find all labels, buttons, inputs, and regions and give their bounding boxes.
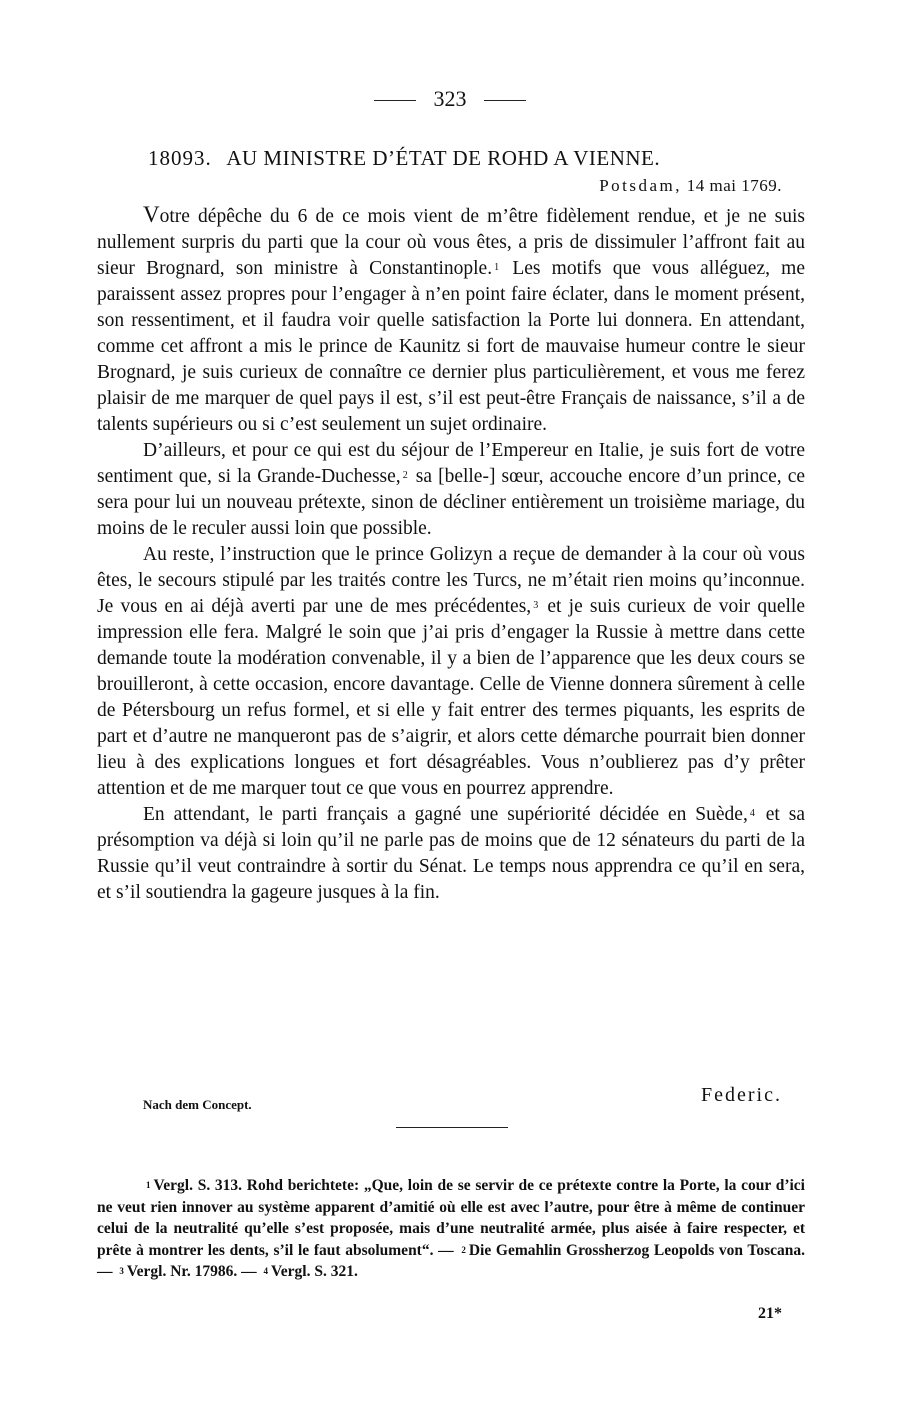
footnote-ref: 4 bbox=[749, 808, 755, 819]
header-rule-left bbox=[374, 100, 416, 101]
page-header bbox=[0, 86, 900, 112]
footnotes bbox=[97, 1175, 805, 1283]
paragraph-text: En attendant, le parti français a gagné une supériorité décidée en Suède, bbox=[143, 804, 748, 825]
paragraph-text: Au reste, l’instruction que le prince Golizyn a reçue de demander à la cour où vous êtes, le secours stipulé par les traités contre les Turcs, ne m’était rien moins qu’inconnue. Je vous en ai déjà averti par une de mes précédentes, bbox=[97, 544, 805, 617]
footnote-marker: 2 bbox=[461, 1244, 466, 1255]
footnote-text: Die Gemahlin Grossherzog Leopolds von Toscana. — bbox=[97, 1241, 805, 1280]
signature: Federic. bbox=[701, 1084, 782, 1106]
letter-date: 14 mai 1769. bbox=[686, 176, 782, 195]
footnote-ref: 2 bbox=[402, 470, 408, 481]
paragraph-text: et sa présomption va déjà si loin qu’il ne parle pas de moins que de 12 sénateurs du parti de la Russie qu’il veut contraindre à sortir du Sénat. Le temps nous apprendra ce qu’il en sera, et s’il soutiendra la gageure jusques à la fin. bbox=[97, 804, 805, 903]
letter-place: Potsdam, bbox=[599, 176, 682, 195]
paragraph-4 bbox=[97, 802, 805, 906]
letter-heading bbox=[148, 146, 788, 171]
paragraph-2 bbox=[97, 438, 805, 542]
footnote-ref: 1 bbox=[494, 262, 500, 273]
drop-initial: V bbox=[143, 202, 160, 227]
printer-signature-mark: 21* bbox=[758, 1305, 782, 1322]
paragraph-text: Les motifs que vous alléguez, me paraissent assez propres pour l’engager à n’en point faire éclater, dans le moment présent, son ressentiment, et il faudra voir quelle satisfaction la Porte lui donnera. En attendant, comme cet affront a mis le prince de Kaunitz si fort de mauvaise humeur contre le sieur Brognard, je suis curieux de connaître ce dernier plus particulièrement, et vous me ferez plaisir de me marquer de quel pays il est, s’il est peut-être Français de naissance, s’il a de talents supérieurs ou si c’est seulement un sujet ordinaire. bbox=[97, 258, 806, 435]
footnote-ref: 3 bbox=[533, 600, 539, 611]
footnote-text: Vergl. Nr. 17986. — bbox=[126, 1263, 257, 1280]
footnote-block bbox=[97, 1175, 805, 1283]
letter-dateline bbox=[599, 176, 782, 196]
paragraph-text: D’ailleurs, et pour ce qui est du séjour de l’Empereur en Italie, je suis fort de votre sentiment que, si la Grande-Duchesse, bbox=[97, 440, 805, 487]
letter-number: 18093. bbox=[148, 146, 212, 170]
footnote-marker: 3 bbox=[119, 1266, 124, 1276]
letter-title: AU MINISTRE D’ÉTAT DE ROHD A VIENNE. bbox=[226, 146, 661, 170]
letter-body bbox=[97, 202, 805, 906]
source-note: Nach dem Concept. bbox=[143, 1097, 252, 1112]
paragraph-text: otre dépêche du 6 de ce mois vient de m’être fidèlement rendue, et je ne suis nullement surpris du parti que la cour où vous êtes, a pris de dissimuler l’affront fait au sieur Brognard, son ministre à Constantinople. bbox=[97, 206, 805, 279]
footnote-separator bbox=[396, 1127, 508, 1128]
footnote-text: Vergl. S. 321. bbox=[271, 1263, 358, 1280]
header-rule-right bbox=[484, 100, 526, 101]
footnote-marker: 4 bbox=[263, 1266, 268, 1276]
page-number: 323 bbox=[433, 86, 467, 111]
paragraph-3 bbox=[97, 542, 805, 802]
paragraph-text: et je suis curieux de voir quelle impression elle fera. Malgré le soin que j’ai pris d’engager la Russie à mettre dans cette demande toute la modération convenable, il y a bien de l’apparence que les deux cours se brouilleront, à cette occasion, encore davantage. Celle de Vienne donnera sûrement à celle de Pétersbourg un refus formel, et si elle y fait entrer des termes piquants, les esprits de part et d’autre ne manqueront pas de s’aigrir, et alors cette démarche pourrait bien donner lieu à des explications longues et fort désagréables. Vous n’oublierez pas d’y prêter attention et de me marquer tout ce que vous en pourrez apprendre. bbox=[97, 596, 806, 799]
footnote-marker: 1 bbox=[146, 1180, 151, 1190]
footnote-text: Vergl. S. 313. Rohd berichtete: „Que, loin de se servir de ce prétexte contre la Porte, la cour d’ici ne veut rien innover au système apparent d’amitié où elle est avec l’autre, pour être à même de continuer celui de la neutralité qu’elle s’est proposée, mais d’une neutralité armée, plus aisée à faire respecter, et prête à montrer les dents, s’il le faut absolument“. — bbox=[97, 1177, 805, 1259]
paragraph-1 bbox=[97, 202, 805, 438]
paragraph-text: sa [belle-] sœur, accouche encore d’un prince, ce sera pour lui un nouveau prétexte, sinon de décliner entièrement un troisième mariage, du moins de le reculer aussi loin que possible. bbox=[97, 466, 806, 539]
